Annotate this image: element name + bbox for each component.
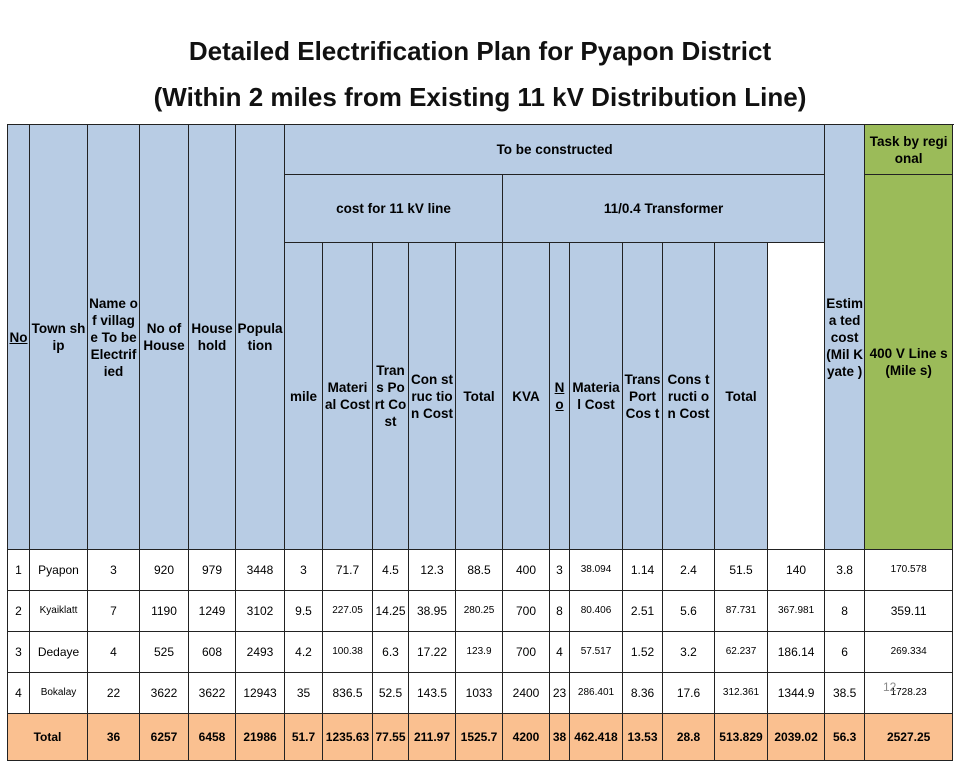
cell-mile: 3 [285,550,323,591]
header-construction-cost: Con st ruc tion Cost [409,243,456,550]
cell-transformer-material: 38.094 [570,550,623,591]
header-village: Name of village To be Electrified [88,125,140,550]
cell-house: 920 [140,550,189,591]
cell-transformer-no: 23 [550,673,570,714]
cell-transformer-construction: 2.4 [663,550,715,591]
cell-house: 1190 [140,591,189,632]
cell-village: 4 [88,632,140,673]
cell-transformer-total: 62.237 [715,632,768,673]
cell-400v-lines: 38.5 [825,673,865,714]
header-no: No [8,125,30,550]
title-line-2: (Within 2 miles from Existing 11 kV Distribution Line) [153,82,807,112]
cell-transformer-construction: 17.6 [663,673,715,714]
cell-transformer-material: 57.517 [570,632,623,673]
cell-household: 3622 [189,673,236,714]
cell-estimated-cost: 2039.02 [768,714,825,761]
cell-village: 7 [88,591,140,632]
cell-population: 21986 [236,714,285,761]
header-task-by-regional: Task by regional [865,125,953,175]
header-cost-11kv-line: cost for 11 kV line [285,175,503,243]
cell-no: 1 [8,550,30,591]
cell-township: Bokalay [30,673,88,714]
cell-mile: 9.5 [285,591,323,632]
cell-transport-cost: 77.55 [373,714,409,761]
cell-mile: 35 [285,673,323,714]
title-line-1: Detailed Electrification Plan for Pyapon District [188,36,772,66]
header-400v-lines: 400 V Line s (Mile s) [865,175,953,550]
table-row [8,673,953,714]
cell-estimated-cost: 367.981 [768,591,825,632]
header-transformer-transport-cost: Trans Port Cos t [623,243,663,550]
cell-total-label: Total [8,714,88,761]
header-no-of-house: No of House [140,125,189,550]
cell-estimated-cost-2: 359.11 [865,591,953,632]
cell-estimated-cost-2: 269.334 [865,632,953,673]
cell-material-cost: 227.05 [323,591,373,632]
header-transformer-no: No [550,243,570,550]
cell-mile: 4.2 [285,632,323,673]
cell-transformer-transport: 1.14 [623,550,663,591]
cell-transport-cost: 52.5 [373,673,409,714]
cell-material-cost: 1235.63 [323,714,373,761]
cell-household: 608 [189,632,236,673]
header-transformer-total: Total [715,243,768,550]
cell-transformer-total: 312.361 [715,673,768,714]
cell-village: 22 [88,673,140,714]
cell-transformer-material: 80.406 [570,591,623,632]
table-row [8,632,953,673]
cell-township: Dedaye [30,632,88,673]
header-mile: mile [285,243,323,550]
cell-total: 88.5 [456,550,503,591]
cell-transformer-no: 8 [550,591,570,632]
cell-400v-lines: 8 [825,591,865,632]
header-material-cost: Material Cost [323,243,373,550]
cell-transformer-no: 3 [550,550,570,591]
cell-transport-cost: 6.3 [373,632,409,673]
cell-population: 3102 [236,591,285,632]
cell-no: 3 [8,632,30,673]
header-township: Town ship [30,125,88,550]
cell-kva: 400 [503,550,550,591]
cell-kva: 2400 [503,673,550,714]
cell-transformer-construction: 5.6 [663,591,715,632]
cell-no: 2 [8,591,30,632]
cell-estimated-cost: 1344.9 [768,673,825,714]
cell-house: 6257 [140,714,189,761]
cell-transformer-no: 38 [550,714,570,761]
header-transformer: 11/0.4 Transformer [503,175,825,243]
cell-construction-cost: 38.95 [409,591,456,632]
cell-house: 3622 [140,673,189,714]
cell-village: 3 [88,550,140,591]
cell-population: 3448 [236,550,285,591]
cell-transport-cost: 4.5 [373,550,409,591]
cell-estimated-cost: 140 [768,550,825,591]
cell-household: 979 [189,550,236,591]
cell-population: 2493 [236,632,285,673]
cell-construction-cost: 17.22 [409,632,456,673]
cell-transformer-transport: 13.53 [623,714,663,761]
cell-material-cost: 100.38 [323,632,373,673]
cell-transformer-transport: 8.36 [623,673,663,714]
header-total: Total [456,243,503,550]
cell-transformer-transport: 1.52 [623,632,663,673]
cell-estimated-cost-2: 2527.25 [865,714,953,761]
cell-material-cost: 71.7 [323,550,373,591]
table-row [8,591,953,632]
header-transport-cost: Trans Port Cost [373,243,409,550]
header-transformer-material-cost: Material Cost [570,243,623,550]
cell-household: 6458 [189,714,236,761]
cell-population: 12943 [236,673,285,714]
cell-transformer-material: 286.401 [570,673,623,714]
table-total-row [8,714,953,761]
cell-no: 4 [8,673,30,714]
cell-400v-lines: 6 [825,632,865,673]
header-transformer-construction-cost: Cons t ructi on Cost [663,243,715,550]
header-estimated-cost: Estim a ted cost (Mil Kyate ) [825,125,865,550]
cell-estimated-cost-2: 170.578 [865,550,953,591]
header-population: Population [236,125,285,550]
cell-transformer-no: 4 [550,632,570,673]
slide-title [0,28,960,120]
cell-transformer-total: 87.731 [715,591,768,632]
cell-township: Pyapon [30,550,88,591]
page-number: 12 [883,680,897,694]
cell-village: 36 [88,714,140,761]
cell-township: Kyaiklatt [30,591,88,632]
header-household: House hold [189,125,236,550]
cell-transformer-construction: 28.8 [663,714,715,761]
cell-transformer-construction: 3.2 [663,632,715,673]
cell-house: 525 [140,632,189,673]
electrification-plan-table [7,124,953,761]
cell-construction-cost: 143.5 [409,673,456,714]
cell-transformer-total: 51.5 [715,550,768,591]
cell-estimated-cost-2: 1728.23 [865,673,953,714]
cell-kva: 4200 [503,714,550,761]
cell-construction-cost: 12.3 [409,550,456,591]
cell-total: 1033 [456,673,503,714]
cell-transport-cost: 14.25 [373,591,409,632]
cell-mile: 51.7 [285,714,323,761]
cell-estimated-cost: 186.14 [768,632,825,673]
cell-total: 280.25 [456,591,503,632]
cell-kva: 700 [503,591,550,632]
cell-kva: 700 [503,632,550,673]
cell-transformer-transport: 2.51 [623,591,663,632]
cell-400v-lines: 3.8 [825,550,865,591]
header-kva: KVA [503,243,550,550]
cell-400v-lines: 56.3 [825,714,865,761]
cell-household: 1249 [189,591,236,632]
cell-construction-cost: 211.97 [409,714,456,761]
cell-transformer-material: 462.418 [570,714,623,761]
cell-total: 1525.7 [456,714,503,761]
cell-transformer-total: 513.829 [715,714,768,761]
table-row [8,550,953,591]
header-to-be-constructed: To be constructed [285,125,825,175]
cell-total: 123.9 [456,632,503,673]
cell-material-cost: 836.5 [323,673,373,714]
